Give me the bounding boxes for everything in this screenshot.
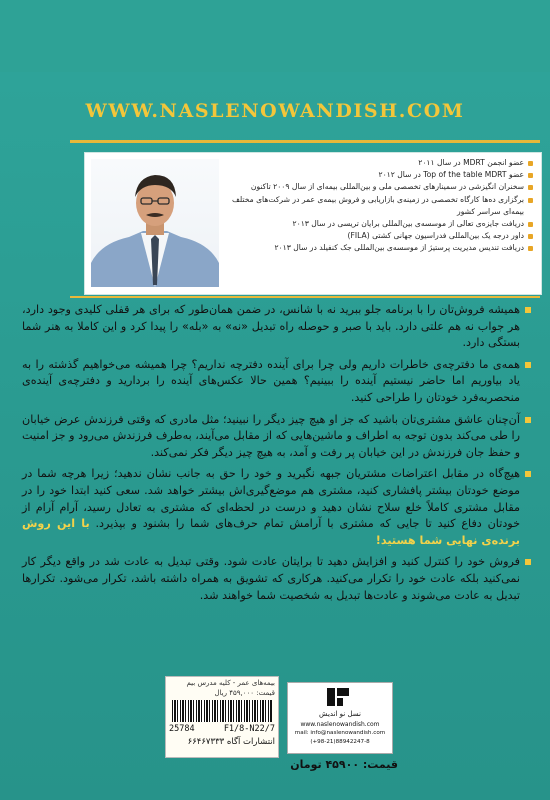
blurb-paragraph: همه‌ی ما دفترچه‌ی خاطرات داریم ولی چرا برای آینده دفترچه نداریم؟ چرا همیشه می‌خواهیم گذشته را به یاد بیاوریم اما حاضر نیستیم آینده را ببینیم؟ همین حالا عکس‌های آینده را بردارید و دفترچه‌ی آینده‌ی منحصربه‌فرد خودتان را طراحی کنید. bbox=[22, 357, 532, 407]
book-price: قیمت: ۴۵۹۰۰ تومان bbox=[290, 758, 398, 771]
author-profile-box bbox=[84, 152, 542, 295]
divider-bottom bbox=[70, 296, 540, 298]
credential-item: سخنران انگیزشی در سمینارهای تخصصی ملی و بین‌المللی بیمه‌ای از سال ۲۰۰۹ تاکنون bbox=[227, 181, 533, 193]
credential-item: برگزاری ده‌ها کارگاه تخصصی در زمینه‌ی بازاریابی و فروش بیمه‌ی عمر در شرکت‌های مختلف بیمه‌ای سراسر کشور bbox=[227, 194, 533, 218]
top-band bbox=[0, 0, 550, 72]
sticker-code-b: F1/8-N22/7 bbox=[223, 724, 275, 734]
credential-item: دریافت تندیس مدیریت پرستیژ از موسسه‌ی بین‌المللی جک کنفیلد در سال ۲۰۱۳ bbox=[227, 242, 533, 254]
publisher-logo-icon bbox=[323, 686, 353, 708]
publisher-logo-box bbox=[287, 682, 393, 754]
credential-item: عضو Top of the table MDRT در سال ۲۰۱۲ bbox=[227, 169, 533, 181]
sticker-code-a: 25784 bbox=[169, 724, 195, 734]
publisher-website: WWW.NASLENOWANDISH.COM bbox=[85, 100, 465, 122]
price-sticker bbox=[165, 676, 279, 758]
author-credentials-list bbox=[227, 157, 533, 255]
sticker-price: قیمت: ۴۵۹,۰۰۰ ریال bbox=[214, 689, 275, 697]
blurb-paragraph: فروش خود را کنترل کنید و افزایش دهید تا برایتان عادت شود. وقتی تبدیل به عادت شد در واقع دیگر کار نمی‌کنید بلکه عادت خود را تکرار می‌کنید. هرکاری که تشویق به همراه داشته باشد، تکرار می‌شود. تکرارها تبدیل به عادت می‌شوند و عادت‌ها تبدیل به شخصیت شما خواهند شد. bbox=[22, 554, 532, 604]
credential-item: داور درجه یک بین‌المللی فدراسیون جهانی کشتی (FILA) bbox=[227, 230, 533, 242]
credential-item: دریافت جایزه‌ی تعالی از موسسه‌ی بین‌المللی برایان تریسی در سال ۲۰۱۳ bbox=[227, 218, 533, 230]
credential-item: عضو انجمن MDRT در سال ۲۰۱۱ bbox=[227, 157, 533, 169]
publisher-email: mail: info@naslenowandish.com bbox=[294, 730, 386, 736]
divider-top bbox=[70, 140, 540, 143]
sticker-publisher: انتشارات آگاه ۶۶۴۶۷۳۳۳ bbox=[187, 737, 275, 747]
highlight-text: با این روش برنده‌ی نهایی شما هستید! bbox=[22, 517, 520, 547]
blurb-paragraph: آن‌چنان عاشق مشتری‌تان باشید که جز او هیچ چیز دیگر را نبینید؛ مثل مادری که وقتی فرزندش عرض خیابان را طی می‌کند بدون توجه به اطراف و ماشین‌هایی که از مقابل می‌آیند، به‌طرف فرزندش می‌رود و جز امنیت و حفظ جان فرزندش در این خیابان پر رفت و آمد، به هیچ چیز دیگر فکر نمی‌کند. bbox=[22, 412, 532, 462]
sticker-title: بیمه‌های عمر - کلیه مدرس بیم bbox=[186, 679, 275, 687]
publisher-name: نسل نو اندیش bbox=[319, 710, 361, 718]
publisher-site: www.naslenowandish.com bbox=[300, 721, 380, 728]
blurb-text: هیچ‌گاه در مقابل اعتراضات مشتریان جبهه نگیرید و خود را حق به جانب نشان ندهید؛ زیرا هرچه شما در موضع خودتان بیشتر پافشاری کنید، مشتری هم موضع‌گیری‌اش بیشتر خواهد شد. سعی کنید ابتدا خود را در مقابل مشتری کاملاً خلع سلاح نشان دهید و درست در لحظه‌ای که مشتری به تعادل رسید، آرام آرام از خودتان دفاع کنید تا جایی که مشتری با آرامش تمام حرف‌های شما را بشنود و بپذیرد. bbox=[22, 467, 521, 531]
author-portrait-icon bbox=[91, 159, 219, 287]
publisher-phone: (+98-21)88942247-8 bbox=[310, 739, 370, 745]
blurb-paragraph: همیشه فروش‌تان را با برنامه جلو ببرید نه با شانس، در ضمن همان‌طور که برای هر قفلی کلیدی وجود دارد، هر جواب نه هم علتی دارد. باید با صبر و حوصله راه تبدیل «نه» به «بله» را پیدا کرد و این کاملا به هنر شما بستگی دارد. bbox=[22, 302, 532, 352]
blurb-list bbox=[22, 302, 532, 609]
sticker-code bbox=[169, 724, 275, 734]
barcode-icon bbox=[172, 700, 272, 722]
author-photo bbox=[91, 159, 219, 287]
blurb-paragraph bbox=[22, 466, 532, 549]
